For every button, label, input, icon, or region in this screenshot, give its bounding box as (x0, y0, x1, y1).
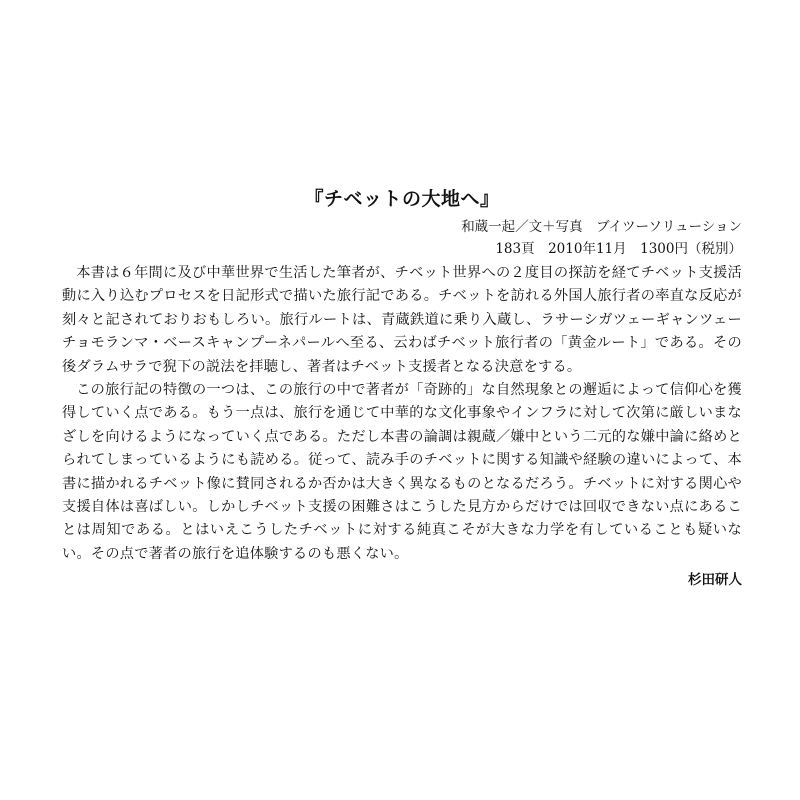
review-paragraph-2: この旅行記の特徴の一つは、この旅行の中で著者が「奇跡的」な自然現象との邂逅によって信仰心を獲得していく点である。もう一点は、旅行を通じて中華的な文化事象やインフラに対して次第に厳しいまなざしを向けるようになっていく点である。ただし本書の論調は親蔵／嫌中という二元的な嫌中論に絡めとられてしまっているようにも読める。従って、読み手のチベットに関する知識や経験の違いによって、本書に描かれるチベット像に賛同されるか否かは大きく異なるものとなるだろう。チベットに対する関心や支援自体は喜ばしい。しかしチベット支援の困難さはこうした見方からだけでは回収できない点にあることは周知である。とはいえこうしたチベットに対する純真こそが大きな力学を有していることも疑いない。その点で著者の旅行を追体験するのも悪くない。 (62, 382, 742, 562)
book-title: 『チベットの大地へ』 (304, 188, 500, 210)
review-paragraph-1: 本書は６年間に及び中華世界で生活した筆者が、チベット世界への２度目の探訪を経てチベット支援活動に入り込むプロセスを日記形式で描いた旅行記である。チベットを訪れる外国人旅行者の率直な反応が刻々と記されておりおもしろい。旅行ルートは、青蔵鉄道に乗り入蔵し、ラサーシガツェーギャンツェーチョモランマ・ベースキャンプーネパールへ至る、云わばチベット旅行者の「黄金ルート」である。その後ダラムサラで猊下の説法を拝聴し、著者はチベット支援者となる決意をする。 (62, 265, 742, 375)
review-body (62, 262, 742, 566)
reviewer-name: 杉田研人 (688, 572, 742, 589)
author-publisher-line: 和蔵一起／文＋写真 ブイツーソリューション (461, 219, 742, 235)
book-meta (62, 216, 742, 260)
book-details-line: 183頁 2010年11月 1300円（税別） (495, 241, 742, 257)
book-review (62, 186, 742, 592)
